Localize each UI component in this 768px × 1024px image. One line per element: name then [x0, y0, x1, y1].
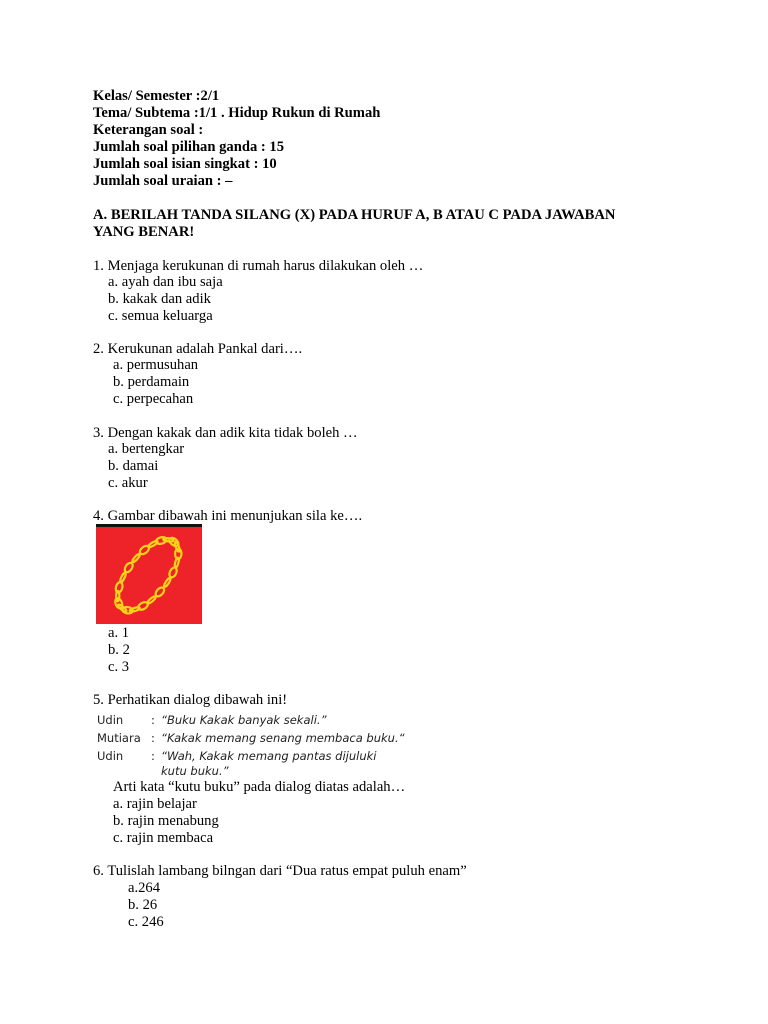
q2-option-c: c. perpecahan	[113, 391, 194, 407]
dialog-line-1: “Buku Kakak banyak sekali.”	[161, 713, 327, 727]
question-2: 2. Kerukunan adalah Pankal dari….	[93, 341, 303, 357]
dialog-sep-3: :	[151, 749, 155, 763]
dialog-sep-2: :	[151, 731, 155, 745]
header-pilihan-ganda: Jumlah soal pilihan ganda : 15	[93, 139, 284, 155]
q1-option-c: c. semua keluarga	[108, 308, 213, 324]
q6-option-a: a.264	[128, 880, 161, 896]
q5-option-c: c. rajin membaca	[113, 830, 214, 846]
question-4: 4. Gambar dibawah ini menunjukan sila ke….	[93, 508, 363, 524]
q1-option-a: a. ayah dan ibu saja	[108, 274, 223, 290]
header-kelas: Kelas/ Semester :2/1	[93, 88, 220, 104]
dialog-speaker-2: Mutiara	[97, 731, 141, 745]
question-3: 3. Dengan kakak dan adik kita tidak boleh …	[93, 425, 358, 441]
q3-option-c: c. akur	[108, 475, 148, 491]
q3-option-b: b. damai	[108, 458, 159, 474]
dialog-sep-1: :	[151, 713, 155, 727]
q1-option-b: b. kakak dan adik	[108, 291, 211, 307]
dialog-speaker-3: Udin	[97, 749, 124, 763]
q2-option-b: b. perdamain	[113, 374, 190, 390]
q6-option-c: c. 246	[128, 914, 164, 930]
header-isian-singkat: Jumlah soal isian singkat : 10	[93, 156, 277, 172]
question-6: 6. Tulislah lambang bilngan dari “Dua ratus empat puluh enam”	[93, 863, 467, 879]
dialog-line-2: “Kakak memang senang membaca buku.“	[161, 731, 405, 745]
header-keterangan: Keterangan soal :	[93, 122, 204, 138]
q4-option-a: a. 1	[108, 625, 130, 641]
question-1: 1. Menjaga kerukunan di rumah harus dilakukan oleh …	[93, 258, 424, 274]
q2-option-a: a. permusuhan	[113, 357, 199, 373]
q4-option-b: b. 2	[108, 642, 130, 658]
section-a-heading-cont: YANG BENAR!	[93, 224, 195, 240]
question-5: 5. Perhatikan dialog dibawah ini!	[93, 692, 288, 708]
q5-option-a: a. rajin belajar	[113, 796, 197, 812]
q5-option-b: b. rajin menabung	[113, 813, 219, 829]
dialog-line-3-cont: kutu buku.”	[161, 764, 229, 778]
dialog-line-3: “Wah, Kakak memang pantas dijuluki	[161, 749, 377, 763]
dialog-speaker-1: Udin	[97, 713, 124, 727]
q5-prompt: Arti kata “kutu buku” pada dialog diatas adalah…	[113, 779, 406, 795]
header-uraian: Jumlah soal uraian : –	[93, 173, 233, 189]
q4-option-c: c. 3	[108, 659, 130, 675]
chain-icon	[96, 524, 202, 624]
q6-option-b: b. 26	[128, 897, 158, 913]
section-a-heading: A. BERILAH TANDA SILANG (X) PADA HURUF A, B ATAU C PADA JAWABAN	[93, 207, 616, 223]
q3-option-a: a. bertengkar	[108, 441, 185, 457]
header-tema: Tema/ Subtema :1/1 . Hidup Rukun di Rumah	[93, 105, 381, 121]
